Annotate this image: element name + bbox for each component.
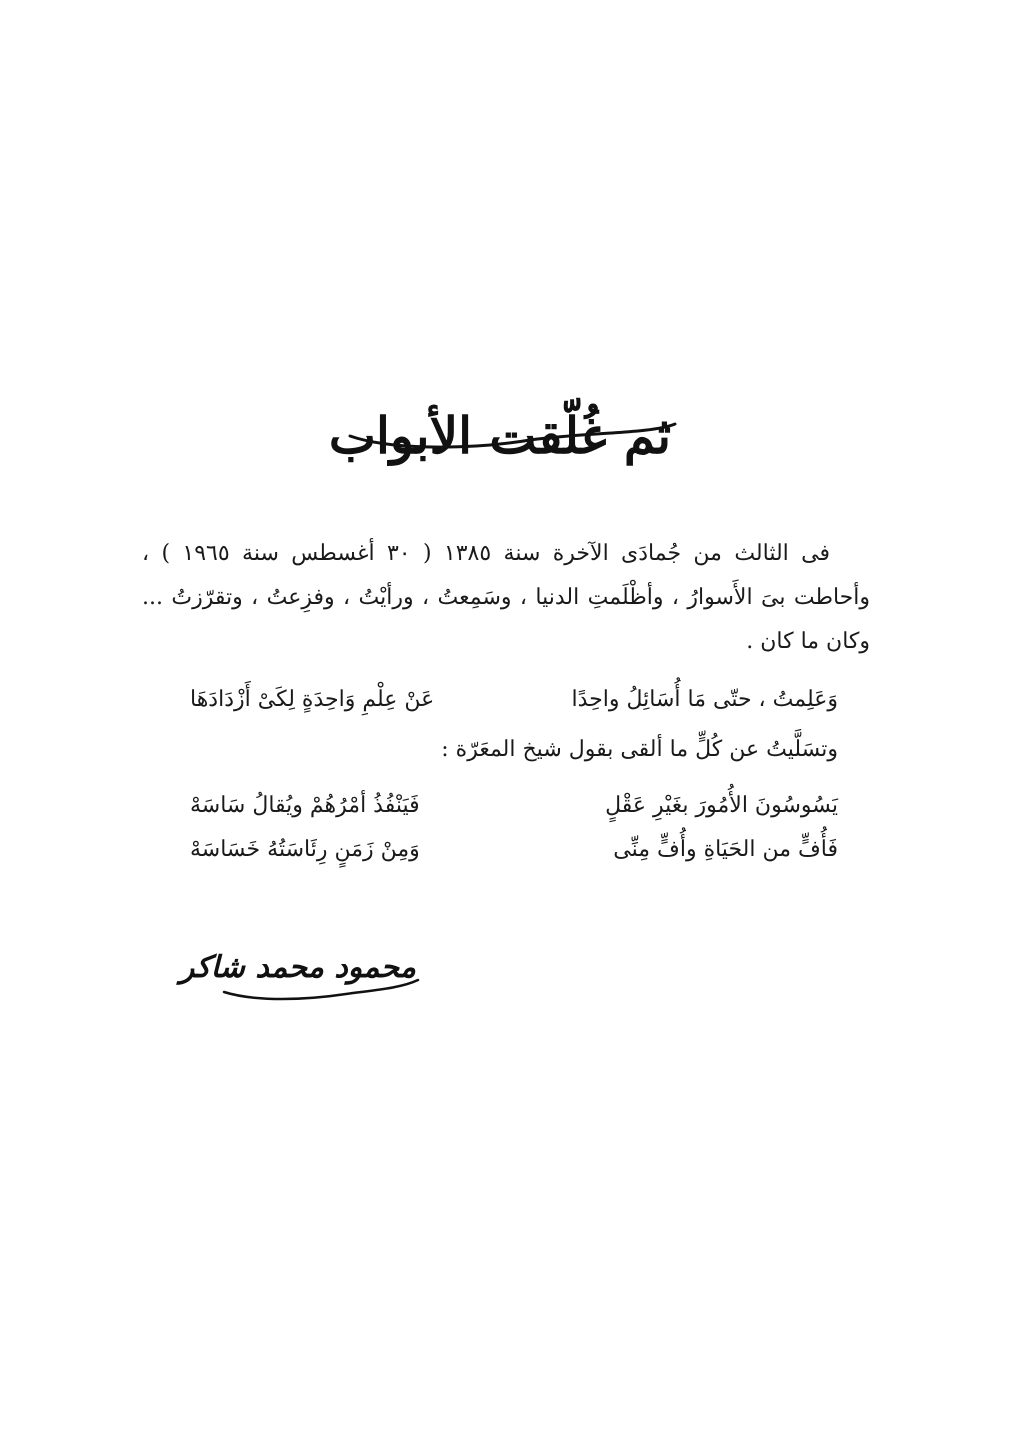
verse-2-second-hemistich: فَيَنْفُذُ أمْرُهُمْ ويُقالُ سَاسَهْ bbox=[190, 793, 420, 818]
page-title: ثم غُلّقت الأبواب bbox=[328, 405, 672, 465]
verse-1-second-hemistich: عَنْ عِلْمِ وَاحِدَةٍ لِكَىْ أَزْدَادَهَا bbox=[190, 687, 435, 712]
verse-line-3 bbox=[190, 830, 838, 870]
verse-3-first-hemistich: فَأُفٍّ من الحَيَاةِ وأُفٍّ مِنِّى bbox=[613, 837, 838, 862]
verse-line-1 bbox=[190, 680, 838, 720]
verse-3-second-hemistich: وَمِنْ زَمَنٍ رِئَاسَتُهُ خَسَاسَهْ bbox=[190, 837, 420, 862]
verse-1-first-hemistich: وَعَلِمتُ ، حتّى مَا أُسَائِلُ واحِدًا bbox=[571, 687, 838, 712]
verse-introduction: وتسَلَّيتُ عن كُلٍّ ما ألقى بقول شيخ المعَرّة : bbox=[441, 737, 838, 762]
verse-2-first-hemistich: يَسُوسُونَ الأُمُورَ بغَيْرِ عَقْلٍ bbox=[605, 793, 838, 818]
author-signature bbox=[179, 940, 426, 1020]
verse-line-2 bbox=[190, 786, 838, 826]
signature-text: محمود محمد شاكر bbox=[179, 950, 416, 985]
opening-paragraph: فى الثالث من جُمادَى الآخرة سنة ١٣٨٥ ( ٣٠ أغسطس سنة ١٩٦٥ ) ، وأحاطت بىَ الأَسوارُ ، وأظْلَمتِ الدنيا ، وسَمِعتُ ، ورأيْتُ ، وفزِعتُ ، وتقرّزتُ ... وكان ما كان . bbox=[142, 541, 870, 654]
opening-paragraph-block bbox=[142, 532, 870, 664]
signature-flourish bbox=[179, 940, 426, 1020]
